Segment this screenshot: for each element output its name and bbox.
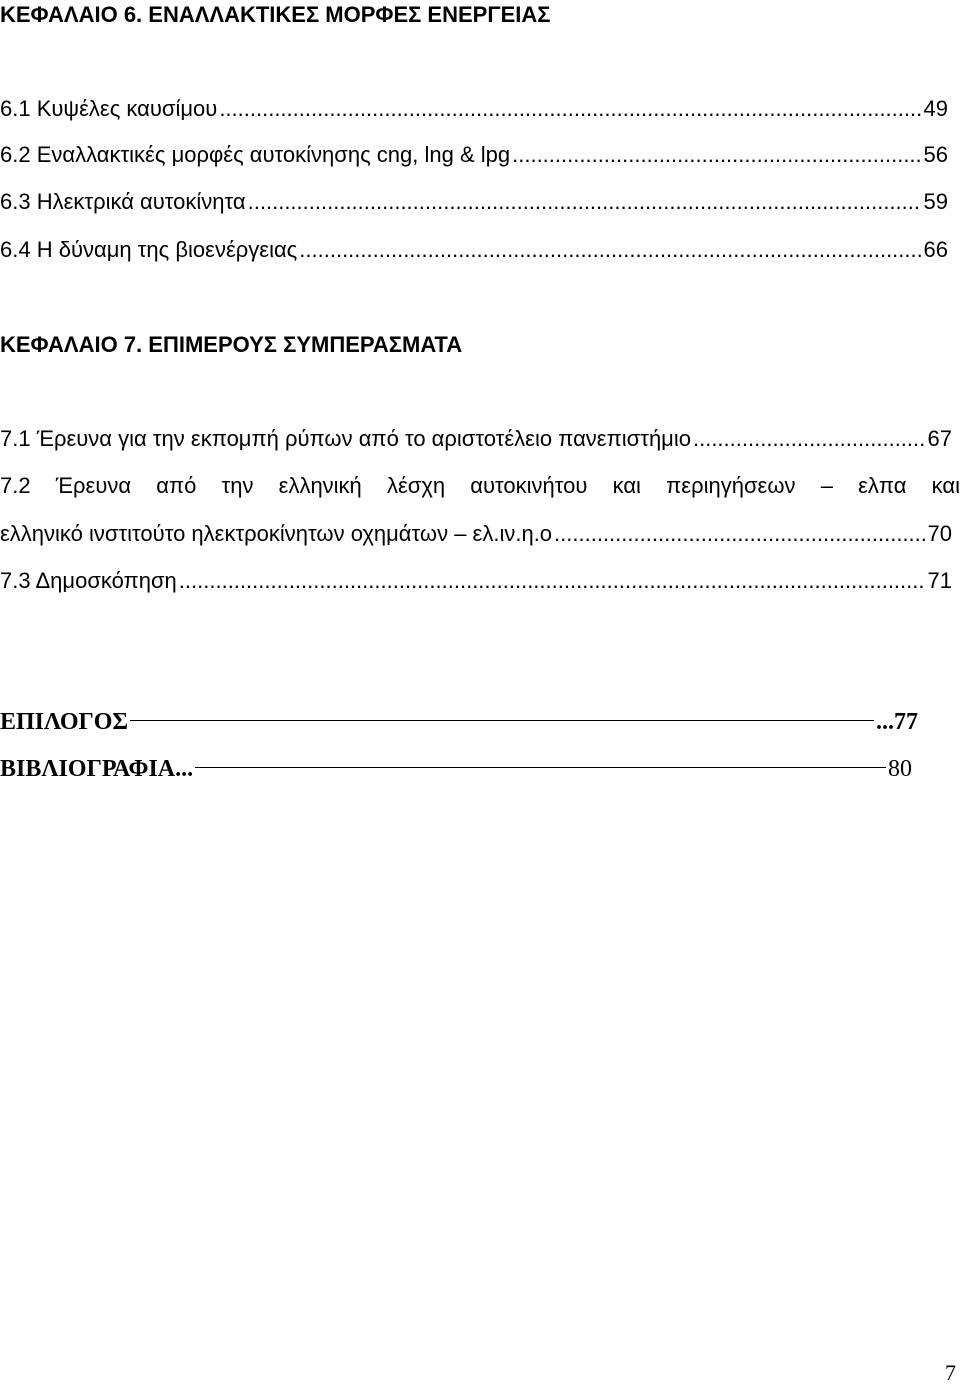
toc-entry-page: ...77 bbox=[876, 709, 918, 735]
toc-entry-page: 49 bbox=[923, 96, 948, 121]
dot-leader bbox=[693, 426, 926, 452]
dot-leader bbox=[554, 510, 925, 558]
page-number: 7 bbox=[945, 1360, 956, 1385]
toc-entry-page: 80 bbox=[888, 756, 912, 782]
toc-entry-page: 66 bbox=[923, 237, 948, 262]
dot-leader bbox=[219, 96, 921, 122]
toc-entry-title: ΒΙΒΛΙΟΓΡΑΦΙΑ... bbox=[0, 756, 194, 782]
toc-entry-epilogue[interactable] bbox=[0, 708, 918, 736]
toc-entry-page: 67 bbox=[927, 426, 952, 451]
dot-leader bbox=[512, 142, 921, 168]
toc-entry-7-3[interactable] bbox=[0, 568, 952, 594]
toc-entry-6-2[interactable] bbox=[0, 142, 948, 168]
toc-entry-page: 71 bbox=[927, 568, 952, 593]
leader-rule bbox=[130, 720, 874, 721]
toc-entry-page: 70 bbox=[927, 521, 952, 546]
toc-entry-6-3[interactable] bbox=[0, 189, 948, 215]
toc-entry-6-4[interactable] bbox=[0, 237, 948, 263]
toc-entry-title: 6.1 Κυψέλες καυσίμου bbox=[0, 96, 218, 121]
toc-entry-bibliography[interactable] bbox=[0, 755, 912, 783]
toc-entry-title-line-1: 7.2 Έρευνα από την ελληνική λέσχη αυτοκινήτου και περιηγήσεων – ελπα και bbox=[0, 473, 960, 498]
toc-entry-title-line-2: ελληνικό ινστιτούτο ηλεκτροκίνητων οχημάτων – ελ.ιν.η.ο bbox=[0, 521, 553, 546]
toc-entry-7-2[interactable] bbox=[0, 462, 960, 558]
toc-entry-title: 7.1 Έρευνα για την εκπομπή ρύπων από το αριστοτέλειο πανεπιστήμιο bbox=[0, 426, 691, 451]
chapter-7-heading: ΚΕΦΑΛΑΙΟ 7. ΕΠΙΜΕΡΟΥΣ ΣΥΜΠΕΡΑΣΜΑΤΑ bbox=[0, 332, 463, 357]
toc-entry-title: 6.3 Ηλεκτρικά αυτοκίνητα bbox=[0, 189, 246, 214]
toc-entry-title: 7.3 Δημοσκόπηση bbox=[0, 568, 177, 593]
toc-entry-title: 6.4 Η δύναμη της βιοενέργειας bbox=[0, 237, 298, 262]
leader-rule bbox=[195, 767, 886, 768]
toc-entry-title: 6.2 Εναλλακτικές μορφές αυτοκίνησης cng, lng & lpg bbox=[0, 142, 511, 167]
toc-entry-title-line-2-row bbox=[0, 510, 952, 558]
toc-entry-page: 56 bbox=[923, 142, 948, 167]
dot-leader bbox=[179, 568, 926, 594]
chapter-6-heading: ΚΕΦΑΛΑΙΟ 6. ΕΝΑΛΛΑΚΤΙΚΕΣ ΜΟΡΦΕΣ ΕΝΕΡΓΕΙΑΣ bbox=[0, 2, 551, 27]
toc-entry-page: 59 bbox=[923, 189, 948, 214]
dot-leader bbox=[248, 189, 922, 215]
toc-entry-title: ΕΠΙΛΟΓΟΣ bbox=[0, 709, 129, 735]
toc-entry-7-1[interactable] bbox=[0, 426, 952, 452]
toc-entry-6-1[interactable] bbox=[0, 96, 948, 122]
dot-leader bbox=[299, 237, 921, 263]
